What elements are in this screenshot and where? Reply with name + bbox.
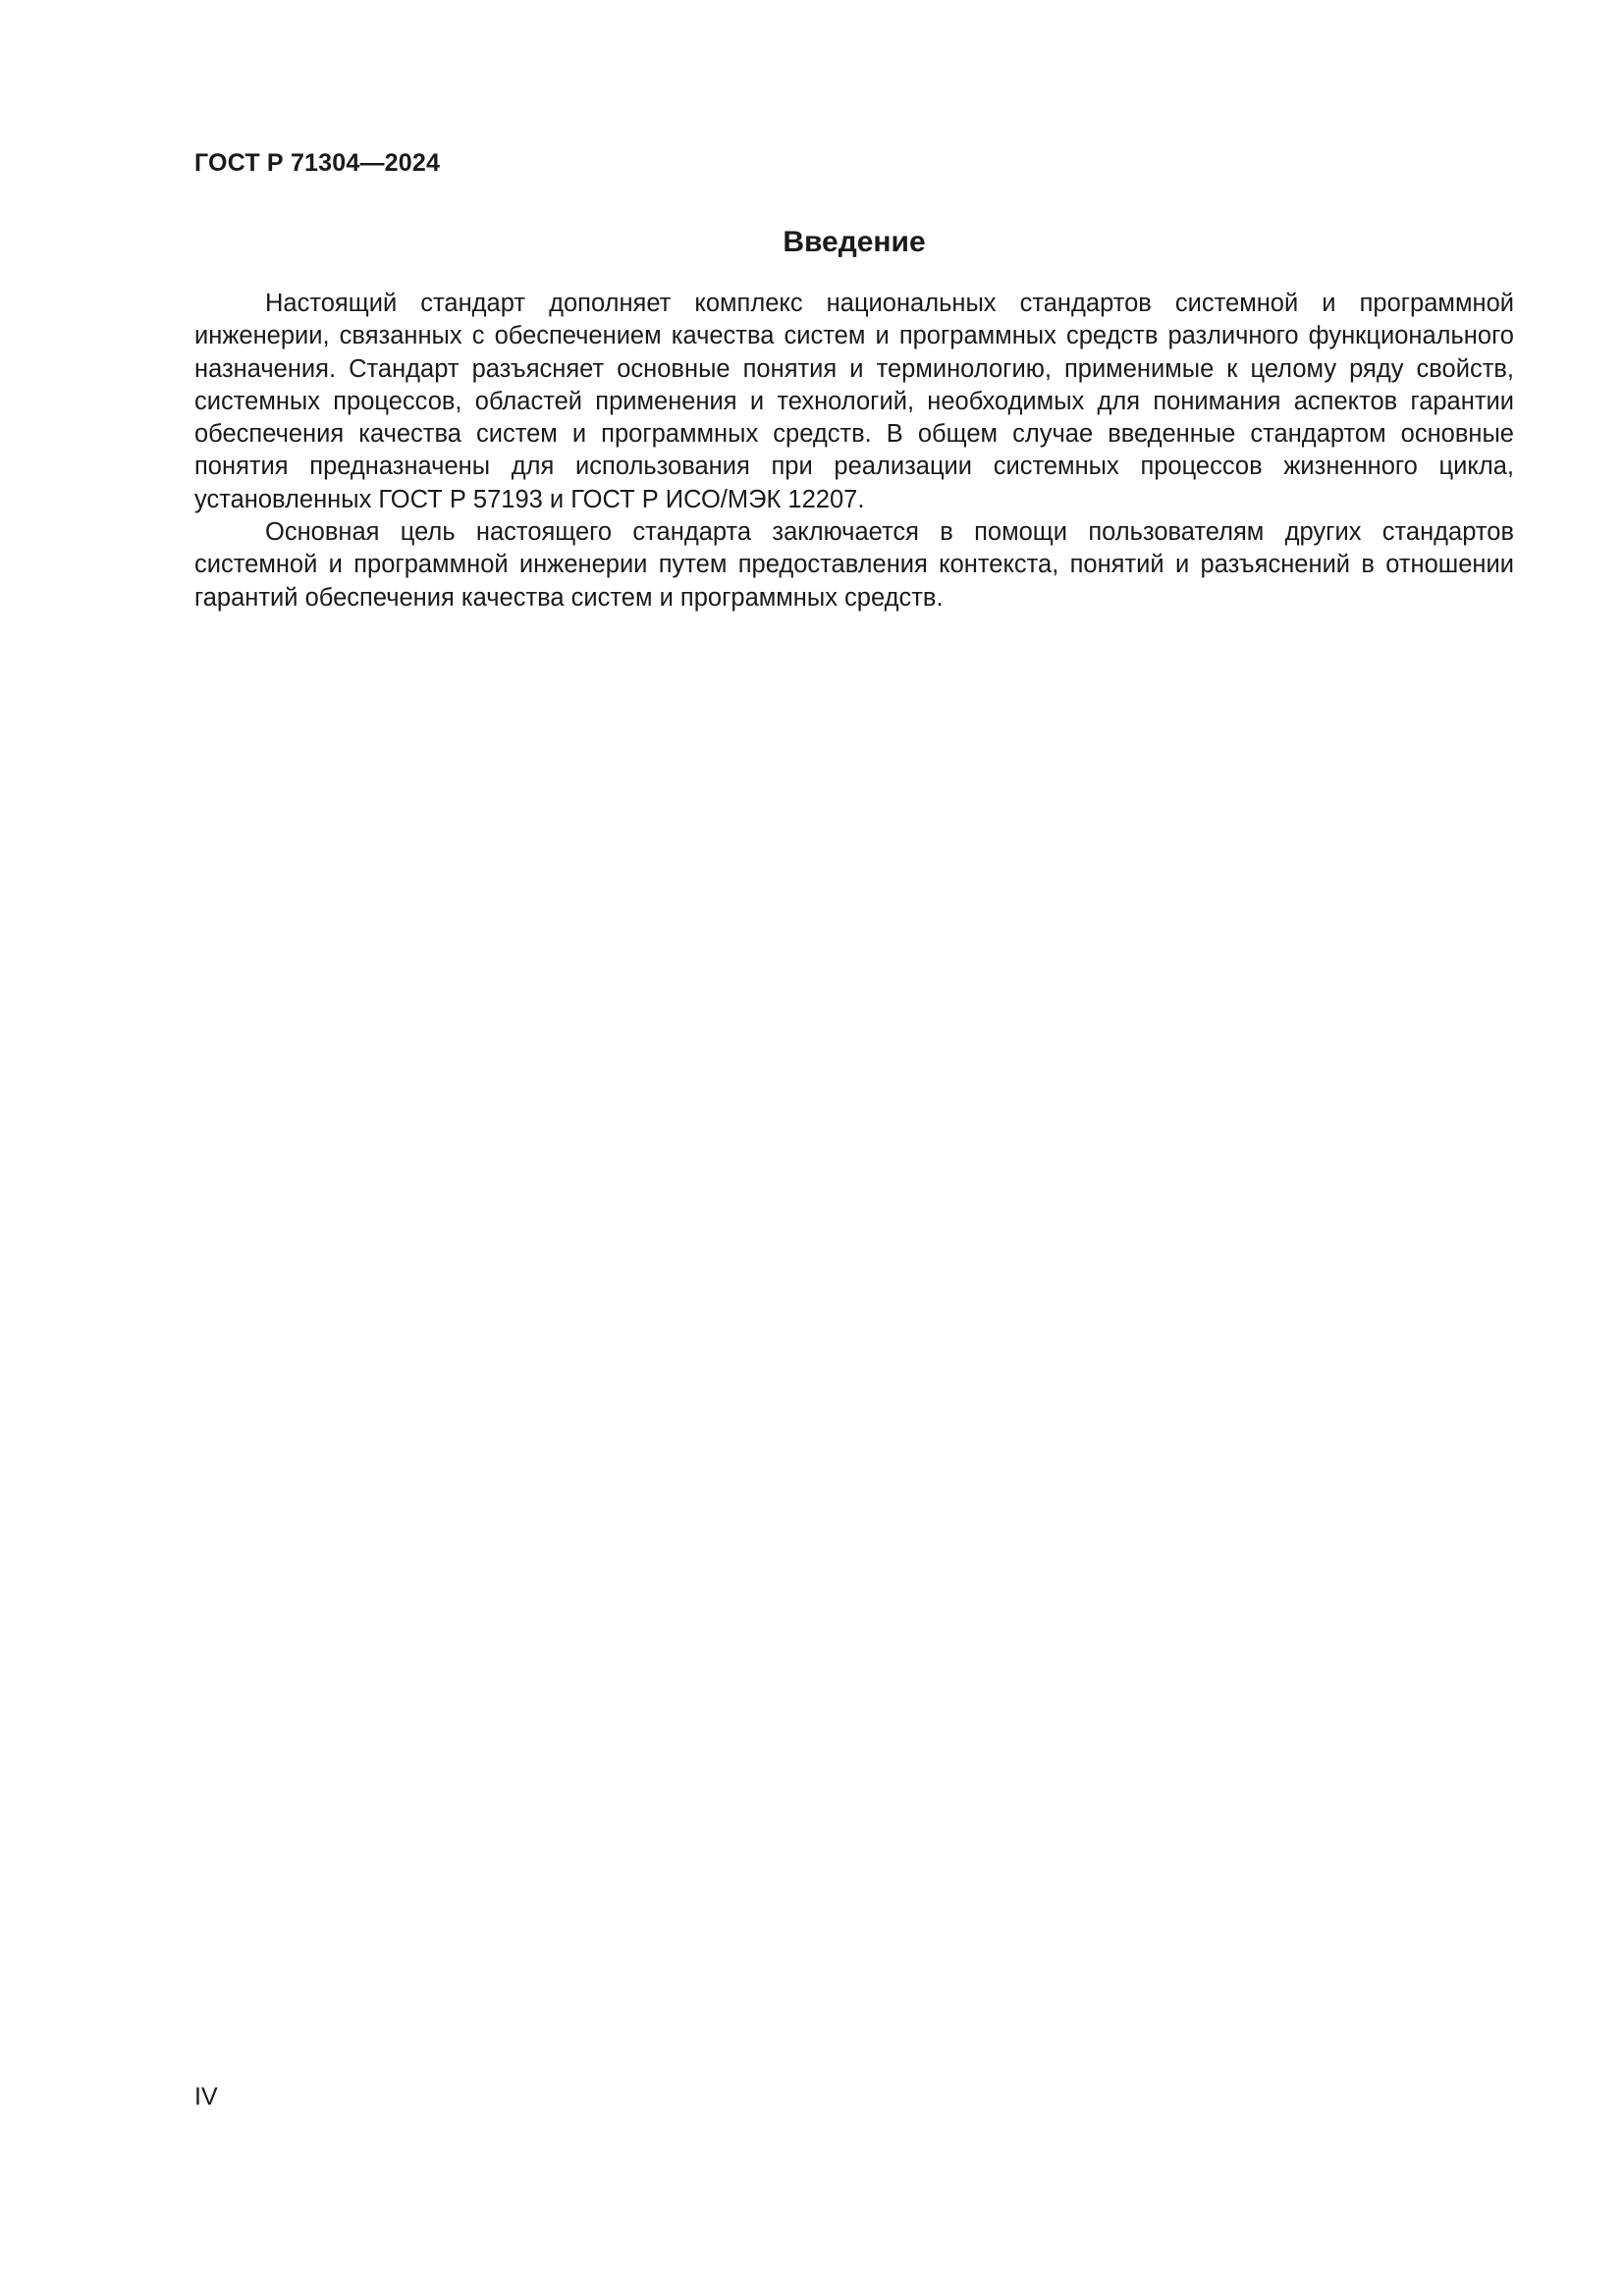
section-body	[194, 288, 1514, 614]
document-code-header: ГОСТ Р 71304—2024	[194, 149, 441, 177]
paragraph-2: Основная цель настоящего стандарта заключается в помощи пользователям других стандартов системной и программной инженерии путем предоставления контекста, понятий и разъяснений в отношении гарантий обеспечения качества систем и программных средств.	[194, 518, 1514, 612]
page-number: IV	[194, 2083, 218, 2110]
paragraph-1: Настоящий стандарт дополняет комплекс национальных стандартов системной и программной инженерии, связанных с обеспечением качества систем и программных средств различного функционального назначения. Стандарт разъясняет основные понятия и терминологию, применимые к целому ряду свойств, системных процессов, областей применения и технологий, необходимых для понимания аспектов гарантии обеспечения качества систем и программных средств. В общем случае введенные стандартом основные понятия предназначены для использования при реализации системных процессов жизненного цикла, установленных ГОСТ Р 57193 и ГОСТ Р ИСО/МЭК 12207.	[194, 290, 1514, 513]
section-title: Введение	[783, 226, 926, 258]
